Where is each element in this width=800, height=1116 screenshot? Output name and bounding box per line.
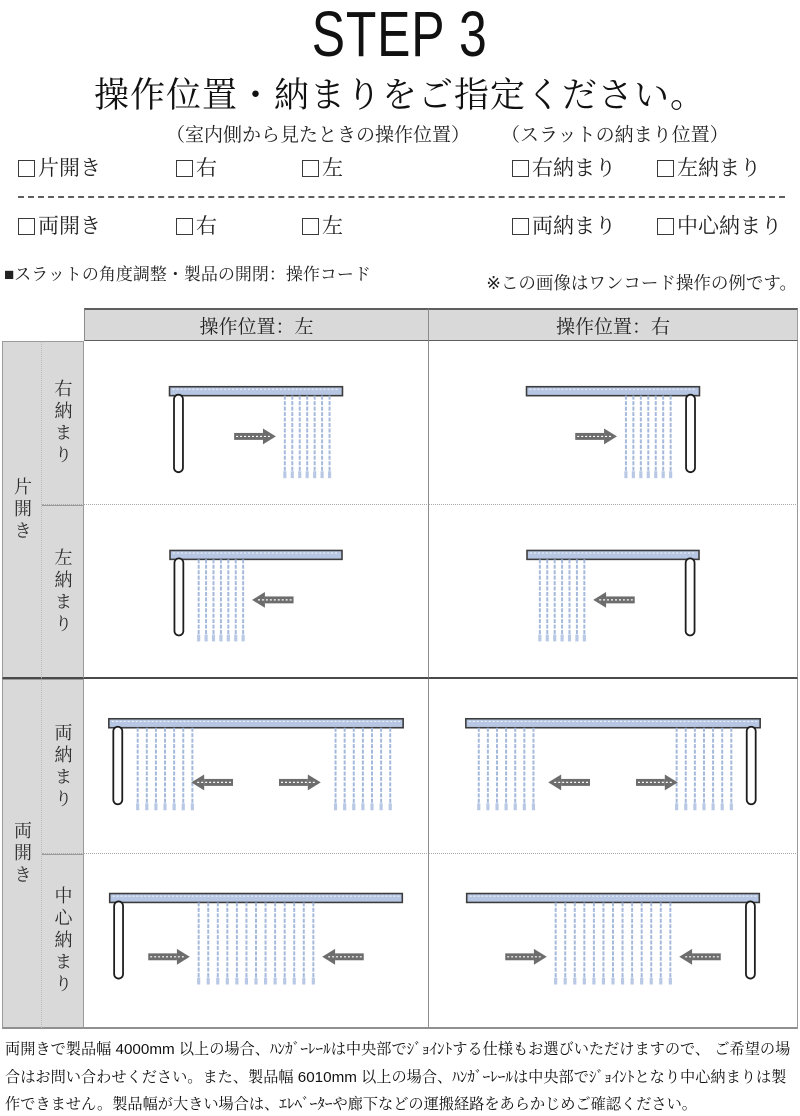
slats-right <box>624 396 672 478</box>
operation-table <box>2 308 798 1029</box>
row-group-label <box>2 341 42 679</box>
fit-label-text: 両納まり <box>52 722 73 811</box>
diagram-cell-両開き-両納まり-right <box>429 679 798 854</box>
diagram-cell-片開き-左納まり-right <box>429 505 798 679</box>
checkbox-中心納まり[interactable] <box>657 218 674 235</box>
direction-arrow-left <box>548 774 590 790</box>
operation-cord-loop <box>746 901 755 978</box>
hanger-rail <box>170 550 342 559</box>
group-label-text: 両開き <box>12 820 32 887</box>
checkbox-option <box>18 152 101 182</box>
checkbox-option <box>657 210 782 240</box>
checkbox-label: 左 <box>322 157 343 180</box>
hanger-rail <box>110 894 403 903</box>
checkbox-右[interactable] <box>176 218 193 235</box>
checkbox-label: 中心納まり <box>677 215 782 238</box>
checkbox-option <box>176 152 217 182</box>
title-block <box>0 0 800 118</box>
col-header-right: 操作位置：右 <box>429 308 798 341</box>
checkbox-両開き[interactable] <box>18 218 35 235</box>
hanger-rail <box>170 387 343 396</box>
checkbox-両納まり[interactable] <box>512 218 529 235</box>
slats-right <box>334 728 392 811</box>
row-fit-label <box>42 341 84 505</box>
hanger-rail <box>109 719 403 728</box>
operation-cord-loop <box>686 558 695 635</box>
checkbox-section <box>0 112 800 252</box>
checkbox-左納まり[interactable] <box>657 160 674 177</box>
row-fit-label <box>42 505 84 679</box>
diagram-cell-片開き-右納まり-left <box>84 341 429 505</box>
dashed-divider <box>18 196 785 198</box>
slats-right <box>283 396 331 478</box>
checkbox-右[interactable] <box>176 160 193 177</box>
checkbox-label: 左納まり <box>677 157 761 180</box>
checkbox-label: 両開き <box>38 215 101 238</box>
one-cord-note: ※この画像はワンコード操作の例です。 <box>486 273 797 293</box>
blind-diagram <box>84 679 428 853</box>
direction-arrow-right <box>636 774 678 790</box>
blind-diagram <box>84 854 428 1027</box>
fit-label-text: 右納まり <box>52 379 73 467</box>
blind-diagram <box>84 505 428 677</box>
diagram-cell-両開き-中心納まり-left <box>84 854 429 1029</box>
blind-diagram <box>429 505 797 677</box>
operation-cord-loop <box>747 727 756 805</box>
diagram-cell-両開き-中心納まり-right <box>429 854 798 1029</box>
col-header-left: 操作位置：左 <box>84 308 429 341</box>
hanger-rail <box>527 387 700 396</box>
hanger-rail <box>466 719 760 728</box>
group-label-text: 片開き <box>12 476 32 543</box>
checkbox-label: 右 <box>196 157 217 180</box>
checkbox-option <box>657 152 761 182</box>
checkbox-label: 右 <box>196 215 217 238</box>
operation-cord-loop <box>174 558 183 635</box>
checkbox-option <box>302 210 343 240</box>
slats-left <box>477 728 535 811</box>
direction-arrow-right <box>505 949 547 965</box>
table-corner-blank <box>2 308 84 341</box>
checkbox-label: 両納まり <box>532 215 616 238</box>
hanger-rail <box>527 550 699 559</box>
page-subtitle: 操作位置・納まりをご指定ください。 <box>93 76 706 115</box>
diagram-cell-両開き-両納まり-left <box>84 679 429 854</box>
checkbox-label: 右納まり <box>532 157 616 180</box>
footer-note: 両開きで製品幅 4000mm 以上の場合、ﾊﾝｶﾞｰﾚｰﾙは中央部でｼﾞｮｲﾝﾄする仕様もお選びいただけますので、 ご希望の場合はお問い合わせください。また、製品幅 6010mm 以上の場合、ﾊﾝｶﾞｰﾚｰﾙは中央部でｼﾞｮｲﾝﾄとなり中心納まりは製作できません。製品幅が大きい場合は、ｴﾚﾍﾞｰﾀｰや廊下などの運搬経路をあらかじめご確認ください。 <box>5 1041 791 1114</box>
slats-left <box>136 728 194 811</box>
slats-center <box>197 902 315 984</box>
checkbox-label: 片開き <box>38 157 101 180</box>
direction-arrow-right <box>279 774 321 790</box>
operation-cord-loop <box>174 395 183 473</box>
fit-label-text: 左納まり <box>52 547 73 636</box>
direction-arrow-left <box>191 774 233 790</box>
checkbox-option <box>18 210 101 240</box>
direction-arrow-left <box>252 592 294 608</box>
direction-arrow-right <box>148 949 190 965</box>
checkbox-右納まり[interactable] <box>512 160 529 177</box>
direction-arrow-left <box>679 949 721 965</box>
checkbox-左[interactable] <box>302 218 319 235</box>
row-fit-label <box>42 679 84 854</box>
hanger-rail <box>467 894 760 903</box>
checkbox-option <box>302 152 343 182</box>
checkbox-option <box>512 210 616 240</box>
row-fit-label <box>42 854 84 1029</box>
section-heading: ■スラットの角度調整・製品の開閉：操作コード <box>4 265 371 284</box>
checkbox-col-header-0: （室内側から見たときの操作位置） <box>166 125 471 146</box>
slats-right <box>675 728 733 811</box>
diagram-cell-片開き-左納まり-left <box>84 505 429 679</box>
operation-cord-loop <box>686 395 695 473</box>
operation-cord-loop <box>113 727 122 805</box>
blind-diagram <box>429 854 797 1027</box>
slats-left <box>197 559 245 641</box>
checkbox-col-header-1: （スラットの納まり位置） <box>501 125 729 146</box>
checkbox-片開き[interactable] <box>18 160 35 177</box>
direction-arrow-right <box>234 428 276 444</box>
page-title: STEP 3 <box>312 0 488 70</box>
slats-center <box>554 902 672 984</box>
direction-arrow-right <box>575 428 617 444</box>
direction-arrow-left <box>593 592 635 608</box>
checkbox-左[interactable] <box>302 160 319 177</box>
checkbox-option <box>176 210 217 240</box>
slats-left <box>538 559 586 641</box>
checkbox-option <box>512 152 616 182</box>
blind-diagram <box>429 341 797 504</box>
checkbox-label: 左 <box>322 215 343 238</box>
blind-diagram <box>429 679 797 853</box>
diagram-cell-片開き-右納まり-right <box>429 341 798 505</box>
fit-label-text: 中心納まり <box>52 886 73 996</box>
operation-cord-loop <box>114 901 123 978</box>
direction-arrow-left <box>322 949 364 965</box>
blind-diagram <box>84 341 428 504</box>
row-group-label <box>2 679 42 1029</box>
